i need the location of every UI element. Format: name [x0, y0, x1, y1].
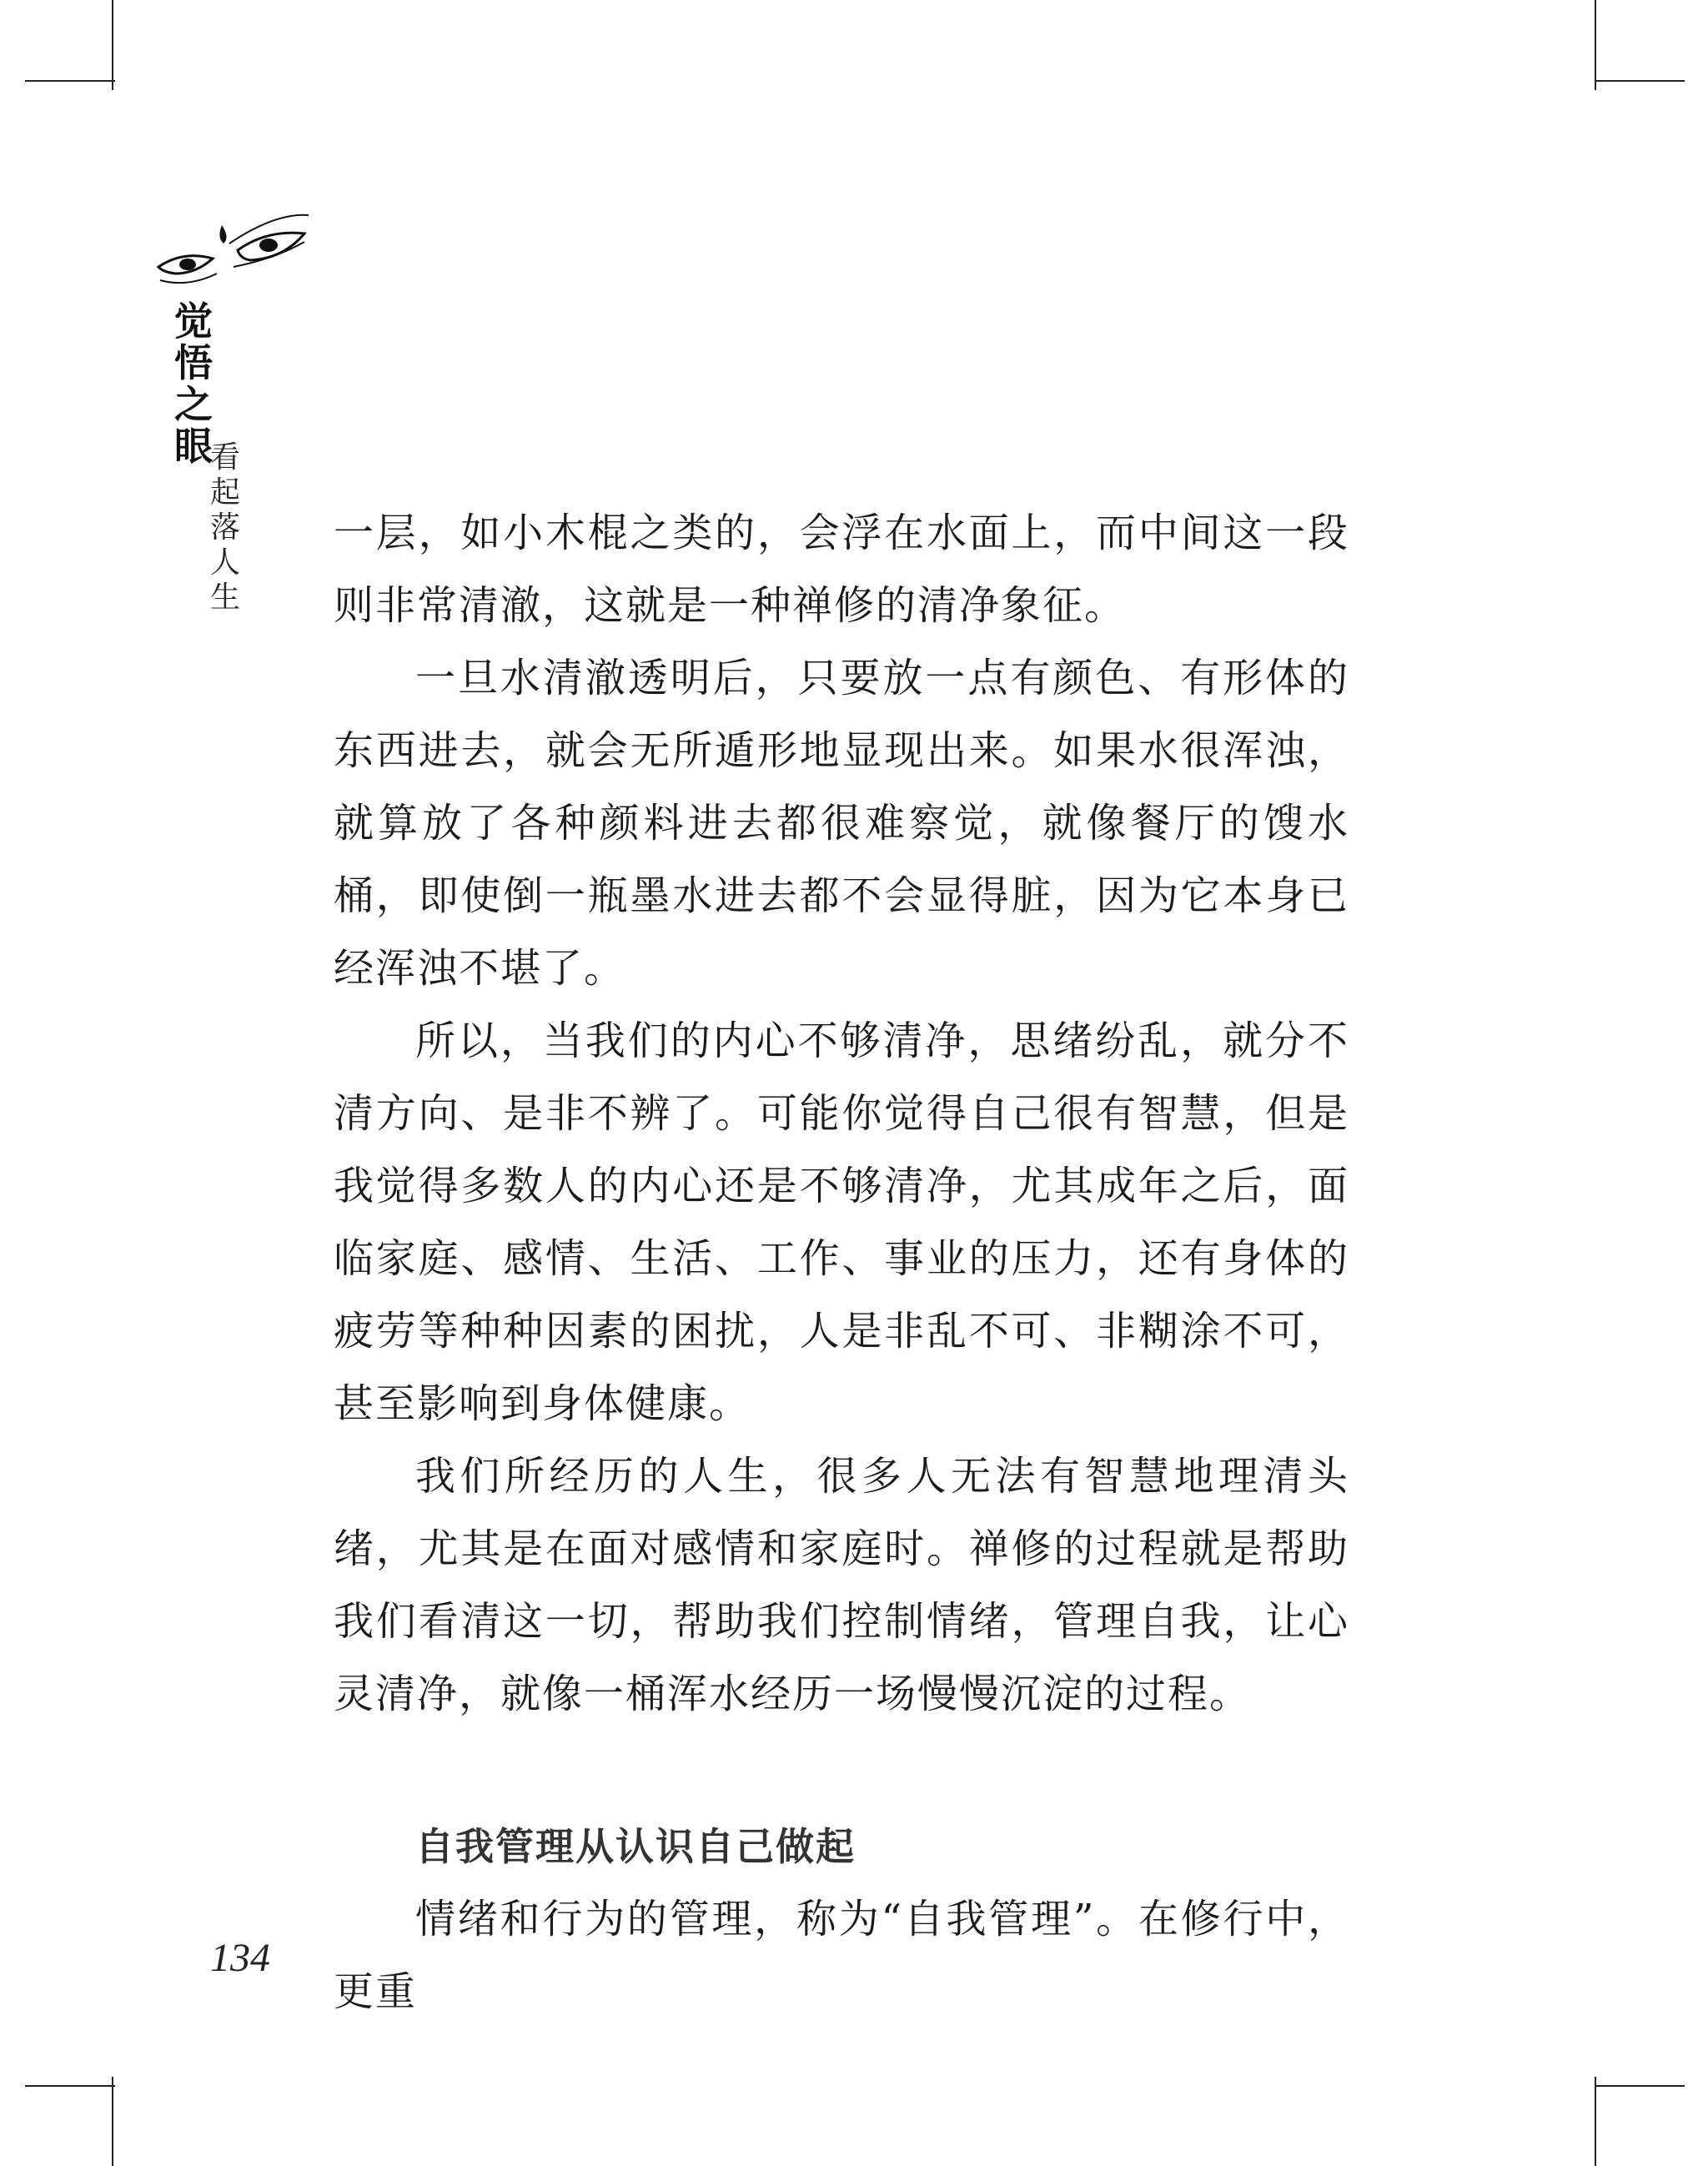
crop-mark-bottom-left-h	[25, 2085, 115, 2087]
eye-logo-icon	[150, 209, 309, 309]
crop-mark-top-right-v	[1595, 0, 1596, 90]
paragraph: 所以，当我们的内心不够清净，思绪纷乱，就分不清方向、是非不辨了。可能你觉得自己很有智慧，但是我觉得多数人的内心还是不够清净，尤其成年之后，面临家庭、感情、生活、工作、事业的压力，还有身体的疲劳等种种因素的困扰，人是非乱不可、非糊涂不可，甚至影响到身体健康。	[334, 1018, 1349, 1427]
paragraph: 我们所经历的人生，很多人无法有智慧地理清头绪，尤其是在面对感情和家庭时。禅修的过程就是帮助我们看清这一切，帮助我们控制情绪，管理自我，让心灵清净，就像一桶浑水经历一场慢慢沉淀的过程。	[334, 1453, 1349, 1717]
crop-mark-top-left-v	[112, 0, 113, 90]
page-number: 134	[210, 1936, 270, 1980]
crop-mark-bottom-right-v	[1595, 2077, 1596, 2166]
page-body	[334, 497, 1349, 2028]
crop-mark-bottom-left-v	[112, 2077, 113, 2166]
book-title-vertical: 觉悟之眼	[174, 299, 213, 469]
section-paragraph: 情绪和行为的管理，称为“自我管理”。在修行中，更重	[334, 1896, 1349, 2015]
crop-mark-top-left-h	[25, 80, 115, 82]
crop-mark-top-right-h	[1595, 80, 1685, 82]
crop-mark-bottom-right-h	[1595, 2085, 1685, 2087]
paragraph: 一旦水清澈透明后，只要放一点有颜色、有形体的东西进去，就会无所遁形地显现出来。如果水很浑浊，就算放了各种颜料进去都很难察觉，就像餐厅的馊水桶，即使倒一瓶墨水进去都不会显得脏，因为它本身已经浑浊不堪了。	[334, 655, 1349, 992]
paragraph-continued: 一层，如小木棍之类的，会浮在水面上，而中间这一段则非常清澈，这就是一种禅修的清净象征。	[334, 510, 1349, 629]
book-subtitle-vertical: 看起落人生	[209, 440, 240, 615]
section-heading: 自我管理从认识自己做起	[415, 1824, 856, 1869]
